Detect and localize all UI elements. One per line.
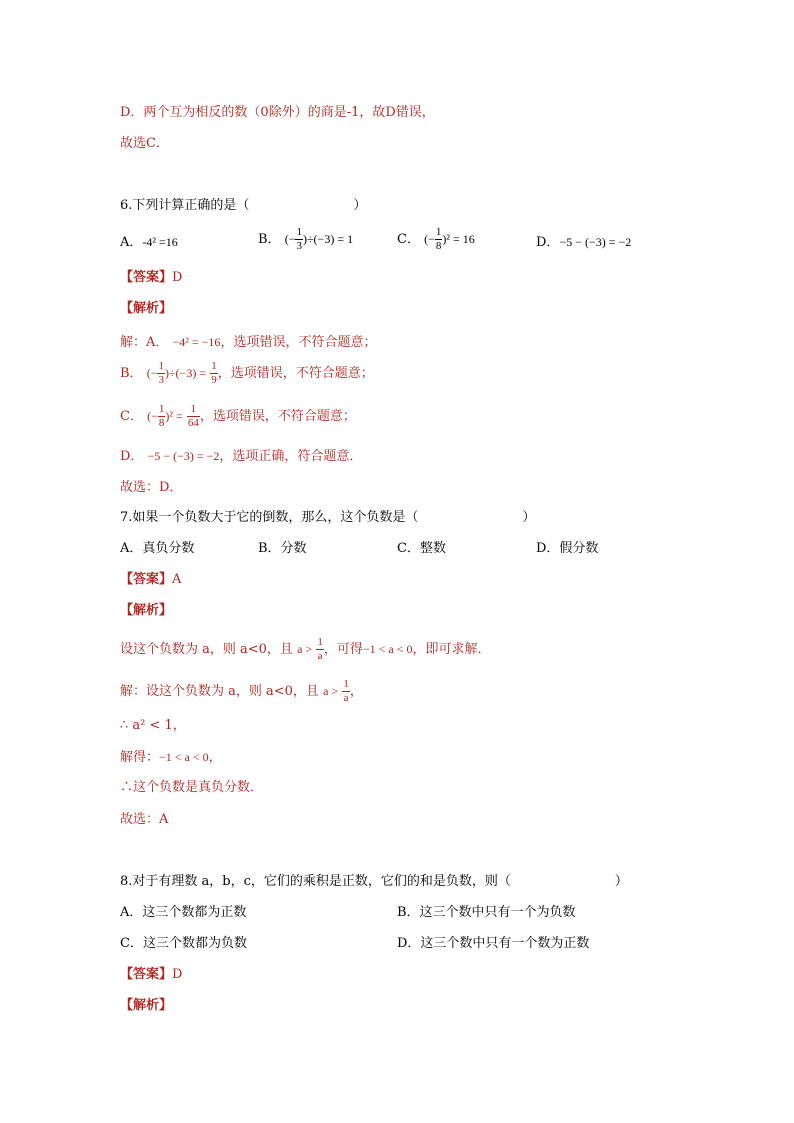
q8-option-b: B．这三个数中只有一个为负数 (397, 905, 576, 920)
q7-choose: 故选：A (120, 812, 169, 827)
q5-choose: 故选C． (120, 136, 169, 151)
q6-solution-b: B． (− $\frac{1}{3}$ )÷(−3) = $\frac{1}{9}$ ，选项错误，不符合题意； (120, 360, 374, 386)
fraction: $\frac{1}{8}$ (435, 226, 442, 252)
q7-option-b: B．分数 (258, 541, 307, 556)
q8-answer: 【答案】D (120, 967, 183, 982)
q6-option-d: D．−5 − (−3) = −2 (536, 235, 632, 250)
q7-solution-2: ∴ a² < 1， (120, 718, 186, 733)
q7-hint: 设这个负数为 a，则 a<0，且 a > $\frac{1}{a}$ ，可得−1 < a < 0，即可求解． (120, 636, 491, 662)
q8-option-c: C．这三个数都为负数 (120, 936, 247, 951)
q6-solution-a: 解：A． −4² = −16，选项错误，不符合题意； (120, 335, 377, 350)
q7-option-a: A．真负分数 (120, 541, 195, 556)
fraction: $\frac{1}{64}$ (187, 403, 199, 429)
q7-option-d: D．假分数 (536, 541, 599, 556)
q7-option-c: C．整数 (397, 541, 446, 556)
q8-option-a: A．这三个数都为正数 (120, 905, 247, 920)
q8-option-d: D．这三个数中只有一个数为正数 (397, 936, 590, 951)
q6-answer: 【答案】D (120, 270, 183, 285)
fraction: $\frac{1}{3}$ (158, 360, 164, 386)
fraction: $\frac{1}{a}$ (317, 636, 323, 662)
q6-analysis-label: 【解析】 (120, 301, 173, 316)
q6-choose: 故选：D． (120, 480, 183, 495)
q7-solution-3: 解得：−1 < a < 0， (120, 750, 222, 765)
q7-solution-4: ∴这个负数是真负分数． (120, 780, 264, 795)
q6-solution-d: D． −5 − (−3) = −2，选项正确，符合题意． (120, 449, 363, 464)
q6-option-b: B． (− $\frac{1}{3}$ )÷(−3) = 1 (258, 226, 354, 252)
q5-option-d-explanation: D．两个互为相反的数（0除外）的商是-1，故D错误， (120, 105, 435, 120)
fraction: $\frac{1}{a}$ (343, 678, 349, 704)
q8-analysis-label: 【解析】 (120, 998, 173, 1013)
q6-stem: 6.下列计算正确的是（ ） (120, 198, 367, 213)
q6-option-c: C． (− $\frac{1}{8}$ )² = 16 (397, 226, 475, 252)
q7-analysis-label: 【解析】 (120, 603, 173, 618)
q6-option-a: A．-4² =16 (120, 235, 178, 250)
q8-stem: 8.对于有理数 a，b，c，它们的乘积是正数，它们的和是负数，则（ ） (120, 874, 628, 889)
fraction: $\frac{1}{8}$ (158, 403, 165, 429)
q7-solution-1: 解：设这个负数为 a，则 a<0，且 a > $\frac{1}{a}$ ， (120, 678, 363, 704)
fraction: $\frac{1}{3}$ (296, 226, 302, 252)
fraction: $\frac{1}{9}$ (211, 360, 217, 386)
q7-stem: 7.如果一个负数大于它的倒数，那么，这个负数是（ ） (120, 510, 536, 525)
q7-answer: 【答案】A (120, 572, 182, 587)
q6-solution-c: C． (− $\frac{1}{8}$ )² = $\frac{1}{64}$ ，选项错误，不符合题意； (120, 403, 356, 429)
